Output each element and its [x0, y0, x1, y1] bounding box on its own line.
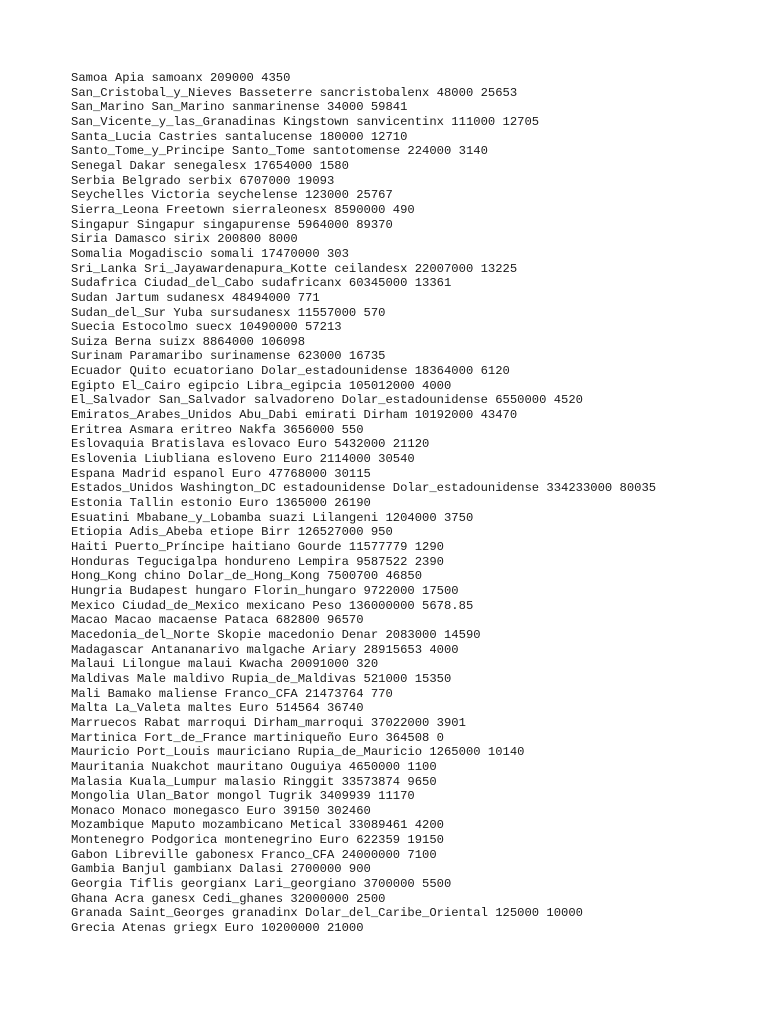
text-line: Seychelles Victoria seychelense 123000 25767	[71, 188, 393, 203]
text-line: Eslovaquia Bratislava eslovaco Euro 5432000 21120	[71, 437, 430, 452]
text-line: Mozambique Maputo mozambicano Metical 33089461 4200	[71, 818, 444, 833]
text-line: Maldivas Male maldivo Rupia_de_Maldivas 521000 15350	[71, 671, 452, 686]
text-line: Monaco Monaco monegasco Euro 39150 302460	[71, 803, 371, 818]
text-line: Hong_Kong chino Dolar_de_Hong_Kong 7500700 46850	[71, 569, 423, 584]
text-line: Etiopia Adis_Abeba etiope Birr 126527000 950	[71, 525, 393, 540]
text-line: Madagascar Antananarivo malgache Ariary 28915653 4000	[71, 642, 459, 657]
text-line: Mali Bamako maliense Franco_CFA 21473764 770	[71, 686, 393, 701]
text-line: Estonia Tallin estonio Euro 1365000 26190	[71, 496, 371, 511]
text-line: Suiza Berna suizx 8864000 106098	[71, 334, 306, 349]
text-line: Singapur Singapur singapurense 5964000 89370	[71, 217, 393, 232]
text-line: Santo_Tome_y_Principe Santo_Tome santotomense 224000 3140	[71, 144, 488, 159]
text-line: Granada Saint_Georges granadinx Dolar_del_Caribe_Oriental 125000 10000	[71, 906, 583, 921]
text-line: Gabon Libreville gabonesx Franco_CFA 24000000 7100	[71, 847, 437, 862]
text-line: Emiratos_Arabes_Unidos Abu_Dabi emirati Dirham 10192000 43470	[71, 408, 518, 423]
text-line: Serbia Belgrado serbix 6707000 19093	[71, 173, 335, 188]
text-line: Gambia Banjul gambianx Dalasi 2700000 900	[71, 862, 371, 877]
text-line: Mongolia Ulan_Bator mongol Tugrik 3409939 11170	[71, 789, 415, 804]
text-line: Senegal Dakar senegalesx 17654000 1580	[71, 158, 349, 173]
text-line: Malasia Kuala_Lumpur malasio Ringgit 33573874 9650	[71, 774, 437, 789]
text-line: Ghana Acra ganesx Cedi_ghanes 32000000 2500	[71, 891, 386, 906]
text-line: Hungria Budapest hungaro Florin_hungaro 9722000 17500	[71, 583, 459, 598]
text-line: Siria Damasco sirix 200800 8000	[71, 232, 298, 247]
text-line: San_Cristobal_y_Nieves Basseterre sancristobalenx 48000 25653	[71, 85, 518, 100]
text-line: Haiti Puerto_Príncipe haitiano Gourde 11577779 1290	[71, 540, 444, 554]
text-line: Sudafrica Ciudad_del_Cabo sudafricanx 60345000 13361	[71, 276, 452, 291]
text-line: El_Salvador San_Salvador salvadoreno Dolar_estadounidense 6550000 4520	[71, 393, 583, 408]
text-line: Santa_Lucia Castries santalucense 180000 12710	[71, 129, 408, 144]
text-line: Malta La_Valeta maltes Euro 514564 36740	[71, 701, 364, 716]
text-line: San_Vicente_y_las_Granadinas Kingstown sanvicentinx 111000 12705	[71, 114, 540, 129]
text-line: Mauritania Nuakchot mauritano Ouguiya 4650000 1100	[71, 759, 437, 774]
country-data-list	[71, 71, 656, 936]
text-line: Marruecos Rabat marroqui Dirham_marroqui 37022000 3901	[71, 715, 466, 730]
text-line: Sudan_del_Sur Yuba sursudanesx 11557000 570	[71, 305, 386, 320]
text-line: Georgia Tiflis georgianx Lari_georgiano 3700000 5500	[71, 877, 452, 892]
text-line: Eslovenia Liubliana esloveno Euro 2114000 30540	[71, 452, 415, 467]
text-line: Grecia Atenas griegx Euro 10200000 21000	[71, 921, 364, 936]
text-line: Macedonia_del_Norte Skopie macedonio Denar 2083000 14590	[71, 627, 481, 642]
text-line: San_Marino San_Marino sanmarinense 34000 59841	[71, 100, 408, 115]
text-line: Esuatini Mbabane_y_Lobamba suazi Lilangeni 1204000 3750	[71, 510, 474, 525]
text-line: Mauricio Port_Louis mauriciano Rupia_de_Mauricio 1265000 10140	[71, 745, 525, 760]
text-line: Sudan Jartum sudanesx 48494000 771	[71, 290, 320, 305]
text-line: Malaui Lilongue malaui Kwacha 20091000 320	[71, 657, 379, 672]
text-line: Somalia Mogadiscio somali 17470000 303	[71, 246, 349, 261]
text-line: Surinam Paramaribo surinamense 623000 16735	[71, 349, 386, 364]
text-line: Honduras Tegucigalpa hondureno Lempira 9587522 2390	[71, 554, 444, 569]
text-line: Eritrea Asmara eritreo Nakfa 3656000 550	[71, 422, 364, 437]
text-line: Mexico Ciudad_de_Mexico mexicano Peso 136000000 5678.85	[71, 598, 474, 613]
text-line: Samoa Apia samoanx 209000 4350	[71, 71, 291, 85]
text-line: Montenegro Podgorica montenegrino Euro 622359 19150	[71, 833, 444, 848]
text-line: Macao Macao macaense Pataca 682800 96570	[71, 613, 364, 628]
text-line: Estados_Unidos Washington_DC estadounidense Dolar_estadounidense 334233000 80035	[71, 481, 657, 496]
text-line: Suecia Estocolmo suecx 10490000 57213	[71, 320, 342, 335]
text-line: Martinica Fort_de_France martiniqueño Euro 364508 0	[71, 730, 444, 745]
text-line: Ecuador Quito ecuatoriano Dolar_estadounidense 18364000 6120	[71, 364, 510, 379]
text-line: Sri_Lanka Sri_Jayawardenapura_Kotte ceilandesx 22007000 13225	[71, 261, 518, 276]
text-line: Sierra_Leona Freetown sierraleonesx 8590000 490	[71, 202, 415, 217]
text-line: Egipto El_Cairo egipcio Libra_egipcia 105012000 4000	[71, 378, 452, 393]
text-line: Espana Madrid espanol Euro 47768000 30115	[71, 466, 371, 481]
